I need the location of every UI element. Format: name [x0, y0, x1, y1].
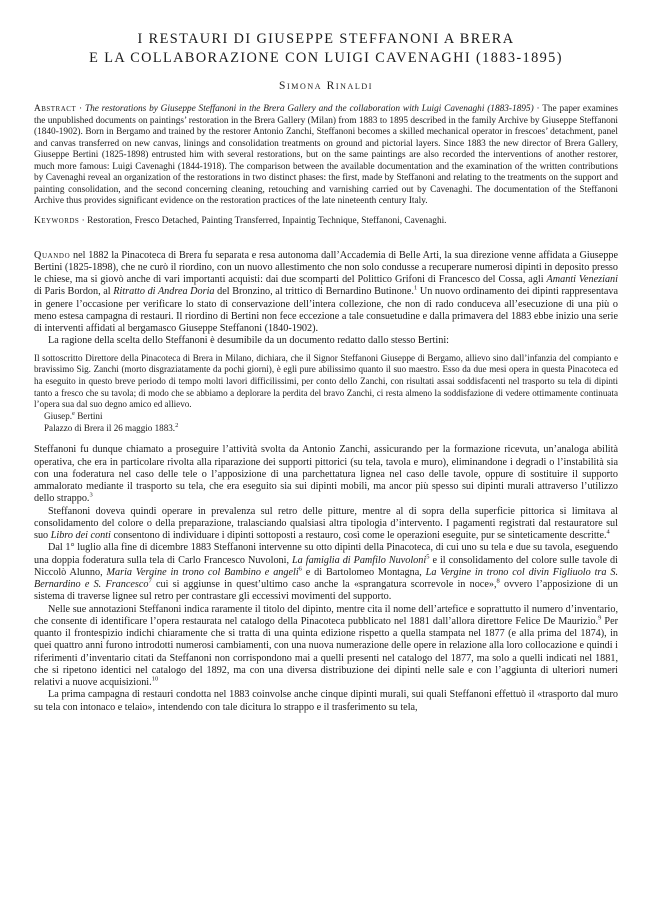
artwork-title: La famiglia di Pamfilo Nuvoloni: [292, 554, 427, 566]
paragraph-text: cui si aggiunse in quest’ultimo caso anche la «sprangatura scorrevole in noce»,: [151, 579, 497, 591]
paragraph-6: [34, 604, 618, 690]
paragraph-1: [34, 250, 618, 336]
footnote-ref: 2: [175, 421, 179, 429]
footnote-ref: 4: [606, 528, 610, 536]
abstract-label: Abstract: [34, 104, 77, 114]
abstract-text: · The paper examines the unpublished documents on paintings’ restoration in the Brera Gallery (Milan) from 1883 to 1895 described in the family Archive by Giuseppe Steffanoni (1840-1902). Born in Bergamo and trained by the restorer Antonio Zanchi, Steffanoni becomes a skilled mechanical operator in frescoes’ detachment, panel and canvas transferred on new canvas, linings and consolidation treatments on ground and pictorial layers. Since 1883 the new director of Brera Gallery, Giuseppe Bertini (1825-1898) entrusted him with several restorations, but on the same paintings are also recorded the interventions of another restorer, much more famous: Luigi Cavenaghi (1844-1918). The comparison between the available documentation and the examination of the written contributions by Cavenaghi reveal an organization of the restorations in two distinct phases: the first, made by Steffanoni and relating to the treatments on the support and painting consolidation, and the second concerning cleaning, retouching and varnishing carried out by Cavenaghi. The documentation of the Steffanoni Archive thus provides significant evidence on the restoration practices of the late nineteenth century Italy.: [34, 104, 618, 207]
paragraph-text: e di Bartolomeo Montagna,: [301, 566, 426, 578]
signature-text: Bertini: [74, 411, 103, 422]
paragraph-text: di Paris Bordon, al: [34, 286, 114, 298]
paragraph-text: Per quanto il frontespizio indichi chiaramente che si tratta di una quinta edizione rispetto a quella stampata nel 1877 (e alla prima del 1874), in quei quattro anni furono introdotti numerosi cambiamenti, con una nuova numerazione delle opere in relazione alla loro collocazione e quindi i riferimenti d’inventario citati da Steffanoni non corrispondono mai a quelli presenti nel catalogo del 1877, ma solo a quelli indicati nel 1881, che si ripetono identici nel catalogo del 1892, ma con una diversa distribuzione dei dipinti nelle sale e con l’aggiunta di ulteriori numeri relativi a nuove acquisizioni.: [34, 615, 618, 689]
paragraph-text: e il consolidamento del colore sulle tavole di Niccolò Alunno,: [34, 554, 618, 578]
title-line-2: E LA COLLABORAZIONE CON LUIGI CAVENAGHI (1883-1895): [89, 50, 563, 66]
footnote-ref: 6: [298, 565, 302, 573]
article-body: [34, 250, 618, 714]
paragraph-text: Un nuovo ordinamento dei dipinti rappresentava in genere l’occasione per verificare lo stato di conservazione dell’intera collezione, che non di rado conduceva all’esecuzione di una più o meno estesa campagna di restauri. Il riordino di Bertini non fece eccezione a tale consuetudine e dalla primavera del 1883 ebbe inizio una serie di interventi affidati al bergamasco Giuseppe Steffanoni (1840-1902).: [34, 286, 619, 335]
paragraph-text: Steffanoni fu dunque chiamato a proseguire l’attività svolta da Antonio Zanchi, assicurando per la formazione ricevuta, un’analoga abilità operativa, che era in particolare rivolta alla riparazione dei supporti pittorici (su tela, tavola e muro), eliminandone i degradi o l’instabilità sia con una foderatura nel caso delle tele o l’apposizione di una parchettatura lignea nel caso delle tavole, oppure di sostituire il supporto ammalorato mediante il trasporto su tela, che era eseguito sia sui dipinti mobili, ma ancor più spesso sui dipinti murali attraverso l’utilizzo dello strappo.: [34, 444, 618, 505]
paragraph-3: [34, 444, 618, 505]
footnote-ref: 8: [496, 577, 500, 585]
keywords: [34, 216, 618, 228]
signature-text: Giusep.: [44, 411, 73, 422]
paragraph-text: Nelle sue annotazioni Steffanoni indica raramente il titolo del dipinto, mentre cita il nome dell’artefice e soprattutto il numero d’inventario, che consente di identificare l’opera restaurata nel catalogo della Pinacoteca pubblicato nel 1881 dall’allora direttore Felice De Maurizio.: [34, 603, 618, 627]
paragraph-lead-word: Quando: [34, 249, 71, 261]
abstract-separator: ·: [76, 104, 85, 114]
keywords-text: · Restoration, Fresco Detached, Painting Transferred, Inpaintig Technique, Steffanoni, Cavenaghi.: [79, 215, 447, 226]
paragraph-text: del Bronzino, al trittico di Bernardino Butinone.: [214, 286, 414, 298]
paragraph-text: consentono di individuare i dipinti sottoposti a restauro, così come le operazioni eseguite, pur se sinteticamente descritte.: [110, 530, 607, 542]
paper-page: [34, 30, 618, 714]
paragraph-text: Steffanoni doveva quindi operare in prevalenza sul retro delle pitture, mentre al di sopra della superficie pittorica si limitava al consolidamento del colore o della preparazione, tralasciando qualsiasi altra tipologia d’intervento. I pagamenti registrati dal restauratore sul suo: [34, 505, 618, 542]
footnote-ref: 1: [413, 284, 418, 292]
footnote-ref: 3: [89, 492, 93, 500]
block-quote: [34, 353, 618, 435]
author-name: Simona Rinaldi: [279, 80, 373, 92]
paragraph-7: La prima campagna di restauri condotta nel 1883 coinvolse anche cinque dipinti murali, sui quali Steffanoni effettuò il «trasporto dal muro su tela con intonaco e telaio», intendendo con tale dicitura lo strappo e il trasferimento su tela,: [34, 689, 618, 713]
book-title: Libro dei conti: [50, 530, 111, 542]
paragraph-text: nel 1882 la Pinacoteca di Brera fu separata e resa autonoma dall’Accademia di Belle Arti, la sua direzione venne affidata a Giuseppe Bertini (1825-1898), che ne curò il riordino, con un nuovo allestimento che non solo condusse a recuperare numerosi dipinti in deposito presso le chiese, ma si giovò anche di vari importanti acquisti: dai due scomparti del Polittico Grifoni di Francesco del Cossa, agli: [34, 249, 618, 286]
paragraph-2: La ragione della scelta dello Steffanoni è desumibile da un documento redatto dallo stesso Bertini:: [48, 335, 449, 347]
paragraph-4: [34, 506, 618, 543]
paragraph-5: [34, 542, 618, 603]
artwork-title: Ritratto di Andrea Doria: [113, 286, 215, 298]
artwork-title: Amanti Veneziani: [546, 274, 618, 286]
keywords-label: Keywords: [34, 215, 80, 226]
quote-signature: [34, 411, 618, 423]
footnote-ref: 7: [148, 577, 152, 585]
place-date-text: Palazzo di Brera il 26 maggio 1883.: [44, 422, 176, 433]
quote-text: Il sottoscritto Direttore della Pinacoteca di Brera in Milano, dichiara, che il Signor Steffanoni Giuseppe di Bergamo, allievo sino dall’infanzia del compianto e bravissimo Sig. Zanchi (morto disgraziatamente da pochi giorni), è egli pure abilissimo quanto il suo maestro. Esso da due mesi opera in questa Pinacoteca ed ha eseguito in questo breve periodo di tempo molti lavori difficilissimi, per conto dello Zanchi, con risultati assai soddisfacenti nel trasporto su tela di dipinti tanto a fresco che su tavola; di modo che se abbiamo a deplorare la perdita del bravo Zanchi, ci resta almeno la soddisfazione di vedere ottimamente continuata l’opera sua dal suo degno amico ed allievo.: [34, 352, 618, 410]
artwork-title: La Vergine in trono col divin Figliuolo tra S. Bernardino e S. Francesco: [34, 566, 618, 591]
footnote-ref: 5: [426, 553, 430, 561]
paragraph-text: ovvero l’apposizione di un sistema di traverse lignee sul retro per contrastare gli eccessivi movimenti del supporto.: [34, 579, 618, 603]
footnote-ref: 9: [598, 614, 602, 622]
artwork-title: Maria Vergine in trono col Bambino e angeli: [106, 566, 299, 578]
article-title: [34, 30, 618, 68]
paragraph-text: Dal 1° luglio alla fine di dicembre 1883 Steffanoni intervenne su otto dipinti della Pinacoteca, di cui uno su tela e due su tavola, eseguendo una doppia foderatura sulla tela di Carlo Francesco Nuvoloni,: [34, 542, 618, 566]
quote-place-date: [34, 423, 618, 435]
title-line-1: I RESTAURI DI GIUSEPPE STEFFANONI A BRERA: [137, 31, 515, 47]
abstract: [34, 104, 618, 208]
abstract-english-title: The restorations by Giuseppe Steffanoni in the Brera Gallery and the collaboration with Luigi Cavenaghi (1883-1895): [84, 104, 534, 114]
footnote-ref: 10: [151, 675, 159, 683]
signature-superscript: e: [72, 410, 75, 417]
